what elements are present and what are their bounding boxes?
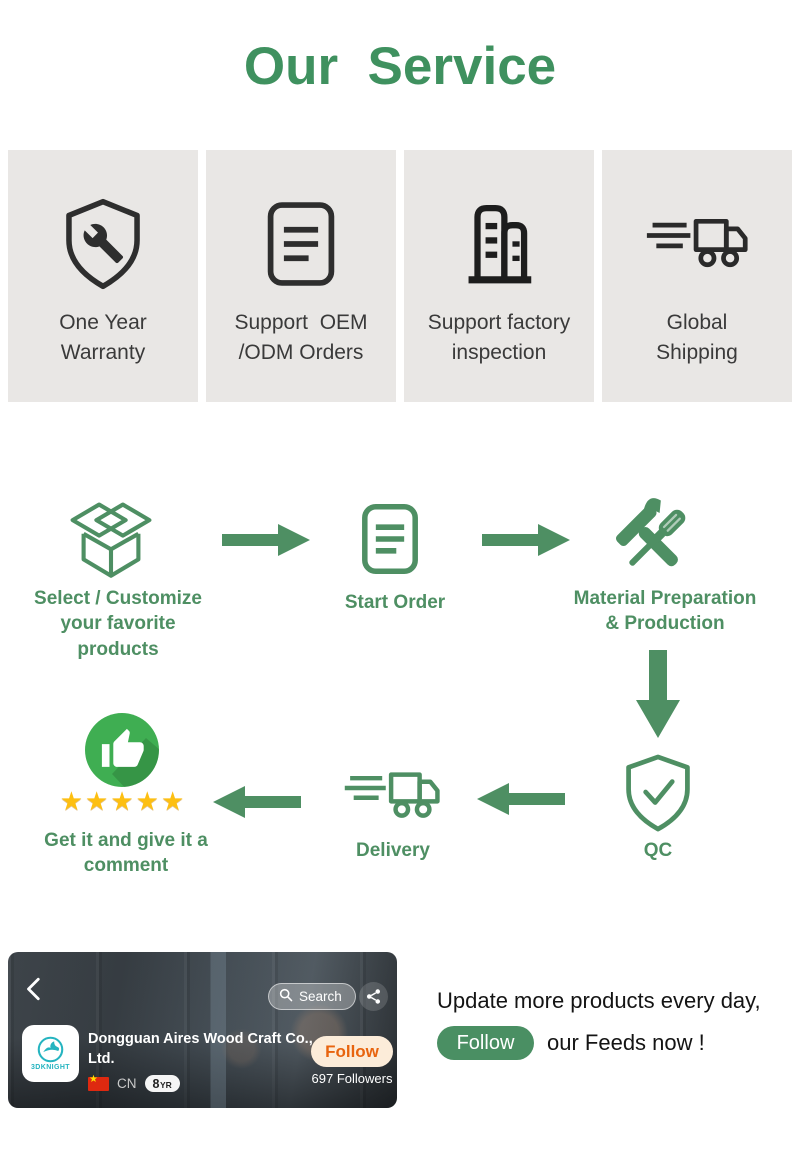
arrow-left-icon [475,783,567,820]
store-meta-row [88,1075,180,1092]
cta-follow-button[interactable]: Follow [437,1026,534,1060]
store-name [88,1029,316,1070]
flow-qc-text: QC [643,840,673,861]
cn-flag-icon [88,1073,109,1091]
delivery-truck-icon [343,766,441,831]
card-label-line1: Support factory [427,311,571,334]
card-label-line1: Global [666,311,728,334]
open-box-icon [64,500,158,589]
arrow-right-icon [482,524,570,561]
flow-material-line1: Material Preparation [573,588,757,609]
flow-label-material [545,586,785,637]
qc-shield-icon [621,753,695,838]
search-label: Search [299,989,342,1004]
order-flow-diagram [0,470,800,950]
service-card-inspection [404,150,594,402]
card-label [234,308,367,368]
card-label-line2: Warranty [60,340,146,364]
service-card-oem [206,150,396,402]
flow-select-line1: Select / Customize [34,588,202,609]
flow-label-qc [618,838,698,863]
document-icon [263,190,339,298]
share-button[interactable] [359,982,388,1011]
years-number: 8 [152,1076,160,1091]
card-label [656,308,738,368]
card-label-line1: Support OEM [234,311,368,334]
arrow-right-icon [222,524,310,561]
hammer-tools-icon [610,498,698,589]
flow-material-line2: & Production [605,613,725,635]
flow-delivery-text: Delivery [356,840,430,861]
service-card-warranty [8,150,198,402]
back-button[interactable] [22,976,48,1002]
store-banner[interactable] [8,952,397,1108]
truck-icon [645,190,749,298]
flow-comment-line2: comment [83,855,169,877]
arrow-left-icon [211,786,303,823]
search-input[interactable] [268,983,356,1010]
search-icon [279,988,293,1005]
flow-select-line2: your favorite [60,613,176,635]
card-label [428,308,570,368]
flow-label-delivery [333,838,453,863]
logo-text: 3DKNIGHT [31,1064,70,1071]
factory-icon [456,190,542,298]
card-label-line2: inspection [451,340,547,364]
flow-label-select [8,586,228,662]
logo-bird-icon [37,1036,64,1063]
flow-start-order-text: Start Order [344,592,446,613]
years-badge [145,1075,180,1092]
card-label-line2: /ODM Orders [238,340,364,364]
card-label-line2: Shipping [656,340,738,364]
service-cards-row [8,150,792,402]
flow-label-comment [18,828,234,879]
flow-select-line3: products [77,638,159,660]
page-title: Our Service [243,37,557,96]
service-card-shipping [602,150,792,402]
cta-line1: Update more products every day, [437,988,761,1013]
flag-star: ★ [89,1073,98,1085]
cta-line2: our Feeds now ! [547,1030,705,1055]
followers-count: 697 Followers [311,1071,393,1086]
country-code: CN [117,1076,137,1091]
store-logo [22,1025,79,1082]
store-follow-button[interactable]: Follow [311,1036,393,1067]
years-suffix: YR [159,1079,172,1090]
arrow-down-icon [636,650,680,743]
store-name-line2: Ltd. [88,1051,115,1068]
order-document-icon [358,502,422,581]
card-label-line1: One Year [59,311,147,334]
flow-label-start-order [330,590,460,615]
shield-wrench-icon [57,190,149,298]
thumbs-up-icon [84,712,160,793]
cta-row [437,1026,705,1060]
flow-comment-line1: Get it and give it a [44,830,208,851]
five-stars-rating: ★★★★★ [59,786,187,816]
card-label [59,308,147,368]
store-name-line1: Dongguan Aires Wood Craft Co., [88,1031,313,1047]
